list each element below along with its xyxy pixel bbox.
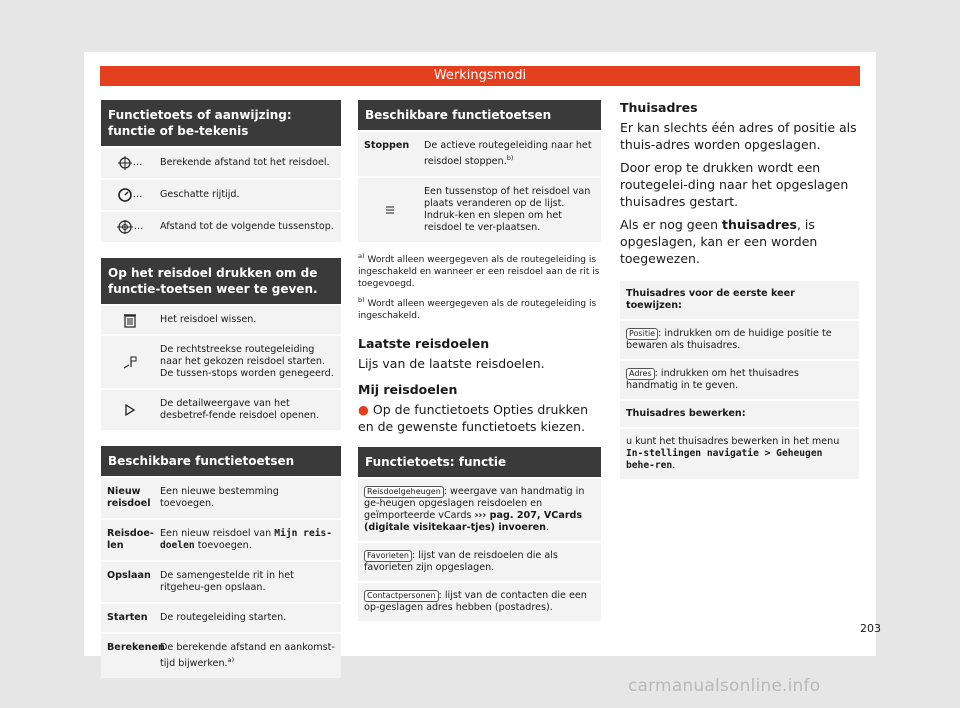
row-key: Stoppen xyxy=(364,140,410,151)
row-text: Een nieuwe bestemming toevoegen. xyxy=(160,486,279,509)
heading-last-destinations: Laatste reisdoelen xyxy=(358,336,490,352)
table-row xyxy=(101,602,341,632)
crosshair-distance-icon: ... xyxy=(101,148,158,178)
paragraph-home-1: Er kan slechts één adres of positie als thuis-adres worden opgeslagen. xyxy=(620,120,857,152)
row-text: Afstand tot de volgende tussenstop. xyxy=(160,221,334,232)
row-text: De detailweergave van het desbetref-fende reisdoel openen. xyxy=(160,398,319,421)
section-banner: Werkingsmodi xyxy=(100,66,860,86)
play-triangle-icon xyxy=(101,390,158,430)
row-text: Het reisdoel wissen. xyxy=(160,314,257,325)
table-row xyxy=(101,560,341,602)
row-text: De routegeleiding starten. xyxy=(160,612,287,623)
table-function-key-function xyxy=(358,447,601,621)
heading-home-address: Thuisadres xyxy=(620,100,698,115)
box-row: Positie : indrukken om de huidige positie te bewaren als thuisadres. xyxy=(620,319,859,359)
table-title: Beschikbare functietoetsen xyxy=(358,100,601,130)
route-flag-icon xyxy=(101,336,158,388)
watermark: carmanualsonline.info xyxy=(628,676,821,696)
box-heading: Thuisadres voor de eerste keer toewijzen: xyxy=(620,279,859,319)
table-row xyxy=(101,388,341,430)
table-row: Contactpersonen : lijst van de contacten die een op-geslagen adres hebben (postadres). xyxy=(358,581,601,621)
table-title: Functietoets: functie xyxy=(358,447,601,477)
footnote-b: $^{b)}$ Wordt alleen weergegeven als de routegeleiding is ingeschakeld. xyxy=(358,296,597,322)
trash-icon xyxy=(101,306,158,334)
column-left xyxy=(101,100,341,694)
paragraph-home-3: Als er nog geen thuisadres, is opgeslagen, kan er een worden toegewezen. xyxy=(620,217,818,266)
table-row xyxy=(101,146,341,178)
table-row xyxy=(358,130,601,176)
column-right xyxy=(620,100,859,495)
table-row xyxy=(101,334,341,388)
row-key: Opslaan xyxy=(107,570,151,581)
clock-icon: ... xyxy=(101,180,158,210)
row-text: De berekende afstand en aankomst-tijd bijwerken.$^{a)}$ xyxy=(160,642,335,670)
row-text: Een tussenstop of het reisdoel van plaats veranderen op de lijst. Indruk-ken en slepen om het reisdoel te ver-plaatsen. xyxy=(424,186,591,234)
box-row: Adres : indrukken om het thuisadres handmatig in te geven. xyxy=(620,359,859,399)
table-row: Favorieten : lijst van de reisdoelen die als favorieten zijn opgeslagen. xyxy=(358,541,601,581)
row-text: Geschatte rijtijd. xyxy=(160,189,240,200)
row-key: Reisdoe-len xyxy=(107,528,154,551)
heading-my-destinations: Mij reisdoelen xyxy=(358,382,458,398)
table-row xyxy=(101,476,341,518)
table-function-keys xyxy=(101,100,341,242)
footnote-a: $^{a)}$ Wordt alleen weergegeven als de routegeleiding is ingeschakeld en wanneer er een reisdoel aan de rit is toegevoegd. xyxy=(358,252,600,290)
address-button[interactable]: Adres xyxy=(626,368,655,380)
drag-handle-icon xyxy=(358,178,422,242)
row-text: Een nieuw reisdoel van Mijn reis-doelen toevoegen. xyxy=(160,528,333,551)
table-row xyxy=(101,632,341,678)
waypoint-distance-icon: ... xyxy=(101,212,158,242)
box-row: u kunt het thuisadres bewerken in het menu In-stellingen navigatie > Geheugen behe-ren. xyxy=(620,427,859,479)
favorites-button[interactable]: Favorieten xyxy=(364,550,412,562)
row-key: Berekenen xyxy=(107,642,165,653)
row-text: Berekende afstand tot het reisdoel. xyxy=(160,157,330,168)
paragraph-my-destinations: ● Op de functietoets Opties drukken en de gewenste functietoets kiezen. xyxy=(358,402,589,435)
table-title: Functietoets of aanwijzing: functie of be-tekenis xyxy=(101,100,341,146)
table-row xyxy=(101,518,341,560)
row-text: De rechtstreekse routegeleiding naar het gekozen reisdoel starten. De tussen-stops worden genegeerd. xyxy=(160,344,334,379)
bullet-icon: ● xyxy=(358,402,369,418)
home-address-box xyxy=(620,279,859,479)
table-title: Op het reisdoel drukken om de functie-toetsen weer te geven. xyxy=(101,258,341,304)
table-row: Reisdoelgeheugen : weergave van handmatig in ge-heugen opgeslagen reisdoelen en geïmporteerde vCards ››› pag. 207, VCards (digitale visitekaar-tjes) invoeren. xyxy=(358,477,601,541)
row-text: De actieve routegeleiding naar het reisdoel stoppen.$^{b)}$ xyxy=(424,140,592,168)
paragraph-last-destinations: Lijs van de laatste reisdoelen. xyxy=(358,356,545,372)
row-key: Nieuw reisdoel xyxy=(107,486,151,509)
row-key: Starten xyxy=(107,612,148,623)
contacts-button[interactable]: Contactpersonen xyxy=(364,590,439,602)
table-row xyxy=(101,304,341,334)
page-number: 203 xyxy=(860,622,881,635)
box-heading: Thuisadres bewerken: xyxy=(620,399,859,427)
table-destination-press xyxy=(101,258,341,430)
row-text: De samengestelde rit in het ritgeheu-gen opslaan. xyxy=(160,570,294,593)
table-available-keys xyxy=(101,446,341,678)
position-button[interactable]: Positie xyxy=(626,328,658,340)
table-title: Beschikbare functietoetsen xyxy=(101,446,341,476)
destination-memory-button[interactable]: Reisdoelgeheugen xyxy=(364,486,444,498)
paragraph-home-2: Door erop te drukken wordt een routegelei-ding naar het opgeslagen thuisadres gestart. xyxy=(620,160,849,209)
column-middle xyxy=(358,100,601,637)
table-row xyxy=(358,176,601,242)
table-available-keys-2 xyxy=(358,100,601,242)
table-row xyxy=(101,178,341,210)
table-row xyxy=(101,210,341,242)
